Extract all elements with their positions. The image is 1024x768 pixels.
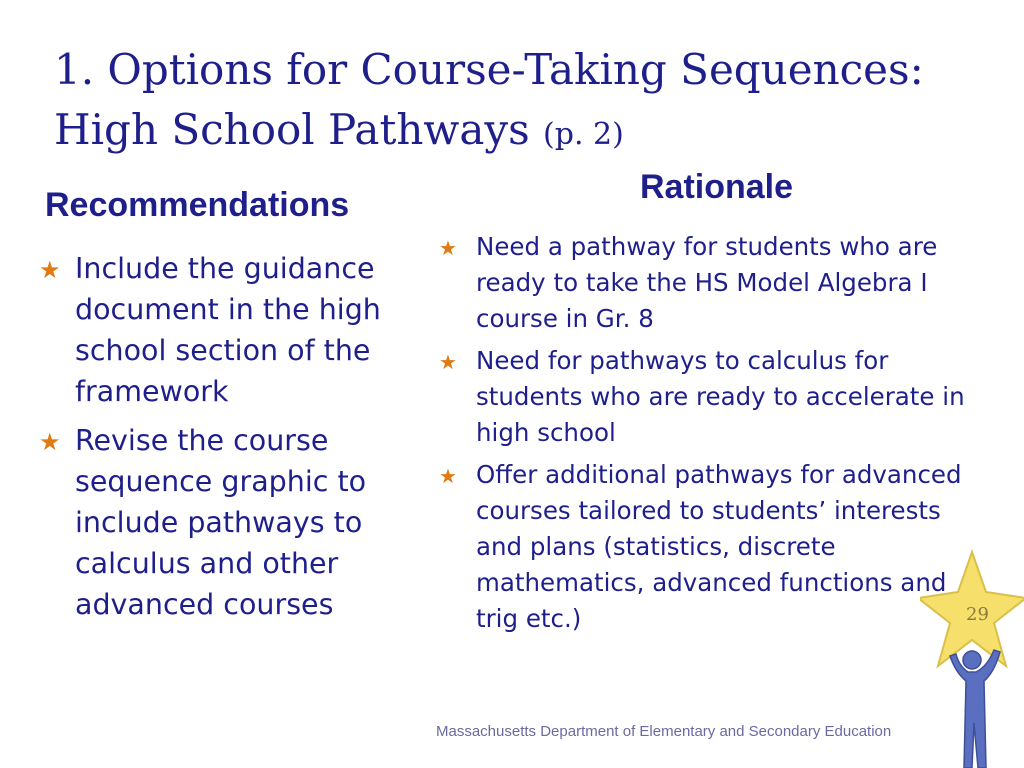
list-item [439,229,986,337]
list-item [39,420,415,625]
star-icon: ★ [439,350,457,374]
list-item [439,457,986,637]
list-item-text: Revise the course sequence graphic to include pathways to calculus and other advanced courses [75,424,367,621]
star-icon: ★ [39,256,61,284]
list-item-text: Include the guidance document in the high school section of the framework [75,252,381,408]
star-icon: ★ [439,464,457,488]
slide-title [54,40,954,165]
recommendations-heading: Recommendations [45,186,350,224]
person-head [963,651,981,669]
list-item-text: Need for pathways to calculus for students who are ready to accelerate in high school [476,346,965,447]
title-page-ref: (p. 2) [543,117,624,152]
list-item-text: Offer additional pathways for advanced courses tailored to students’ interests and plans (statistics, discrete mathematics, advanced functions and trig etc.) [476,460,962,633]
star-person-logo-icon [920,548,1024,768]
list-item [39,248,415,412]
recommendations-list [39,248,415,633]
star-icon: ★ [439,236,457,260]
title-main: 1. Options for Course-Taking Sequences: High School Pathways [54,45,924,154]
rationale-heading: Rationale [640,168,794,206]
list-item [439,343,986,451]
footer-organization: Massachusetts Department of Elementary and Secondary Education [436,723,892,740]
star-icon: ★ [39,428,61,456]
list-item-text: Need a pathway for students who are ready to take the HS Model Algebra I course in Gr. 8 [476,232,938,333]
page-number: 29 [966,604,989,625]
rationale-list [439,229,986,643]
